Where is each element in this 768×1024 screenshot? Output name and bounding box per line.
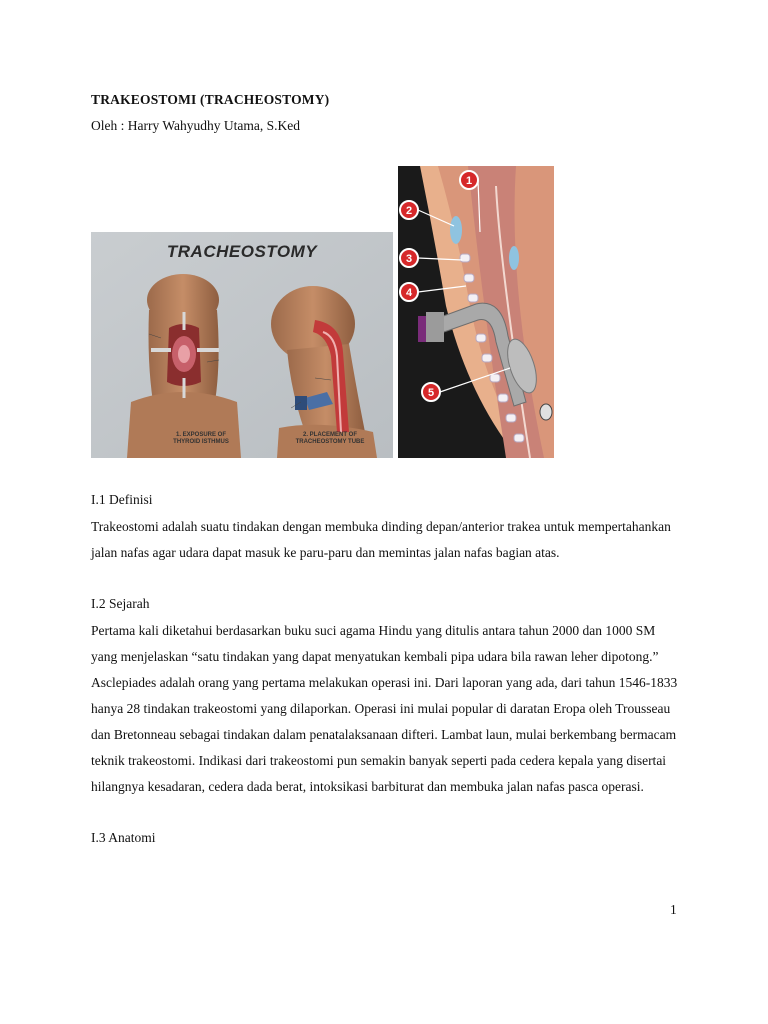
section-text-definisi: Trakeostomi adalah suatu tindakan dengan membuka dinding depan/anterior trakea untuk mempertahankan jalan nafas agar udara dapat masuk ke paru-paru dan memintas jalan nafas bagian atas. <box>91 519 671 560</box>
document-title: TRAKEOSTOMI (TRACHEOSTOMY) <box>91 92 330 107</box>
section-heading-definisi: I.1 Definisi <box>91 492 153 507</box>
diagram-marker-1: 1 <box>465 175 473 187</box>
tracheostomy-tube-illustration <box>398 166 554 458</box>
diagram-marker-3: 3 <box>405 253 413 265</box>
diagram-marker-5: 5 <box>427 387 435 399</box>
poster-caption-left-line1: 1. EXPOSURE OF <box>175 432 226 438</box>
tracheostomy-tube-diagram <box>398 166 554 458</box>
diagram-marker-2: 2 <box>405 205 413 217</box>
poster-caption-right <box>275 432 385 446</box>
section-text-sejarah: Pertama kali diketahui berdasarkan buku suci agama Hindu yang ditulis antara tahun 2000 dan 1000 SM yang menjelaskan “satu tindakan yang dapat menyatukan kembali pipa udara bila rawan leher dipotong.” Asclepiades adalah orang yang pertama melakukan operasi ini. Dari laporan yang ada, dari tahun 1546-1833 hanya 28 tindakan trakeostomi yang dilaporkan. Operasi ini mulai popular di daratan Eropa oleh Trousseau dan Bretonneau sebagai tindakan dalam penatalaksanaan difteri. Lambat laun, mulai berkembang bermacam teknik trakeostomi. Indikasi dari trakeostomi pun semakin banyak seperti pada cedera kepala yang disertai hilangnya kesadaran, cedera dada berat, intoksikasi barbiturat dan membuka jalan nafas pasca operasi. <box>91 623 678 794</box>
poster-caption-right-line1: 2. PLACEMENT OF <box>302 432 357 438</box>
section-heading-sejarah: I.2 Sejarah <box>91 596 150 611</box>
diagram-marker-4: 4 <box>405 287 413 299</box>
page-number: 1 <box>670 902 677 917</box>
poster-caption-right-line2: TRACHEOSTOMY TUBE <box>295 439 365 445</box>
poster-caption-left-line2: THYROID ISTHMUS <box>173 439 229 445</box>
poster-title: TRACHEOSTOMY <box>166 242 318 261</box>
tracheostomy-poster-illustration <box>91 232 393 458</box>
poster-caption-left <box>151 432 251 446</box>
section-heading-anatomi: I.3 Anatomi <box>91 830 156 845</box>
document-author: Oleh : Harry Wahyudhy Utama, S.Ked <box>91 118 300 133</box>
tracheostomy-poster-figure <box>91 232 393 458</box>
